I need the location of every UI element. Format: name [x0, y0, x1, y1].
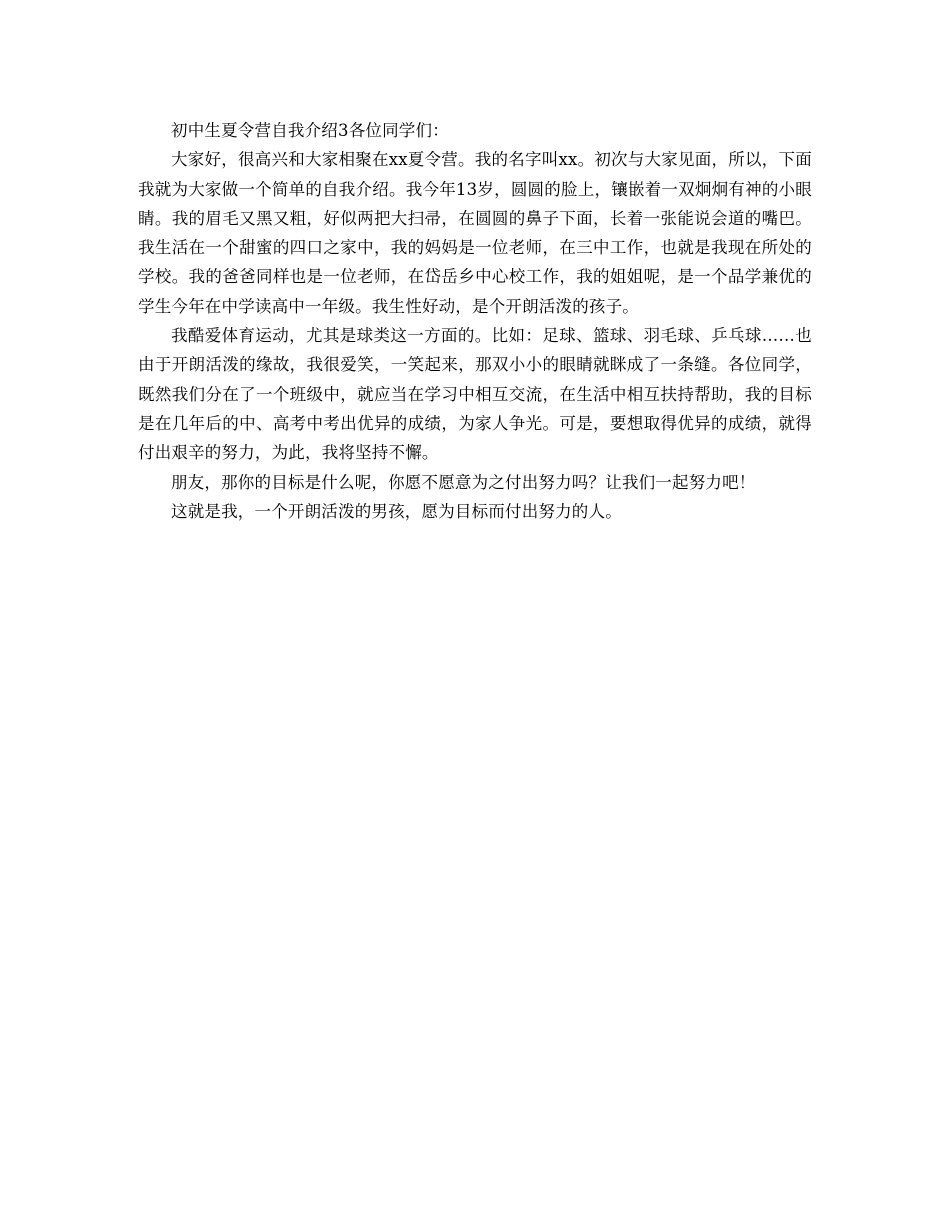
paragraph-title-greeting: 初中生夏令营自我介绍3各位同学们：: [171, 121, 449, 140]
paragraph-question: 朋友，那你的目标是什么呢，你愿不愿意为之付出努力吗？让我们一起努力吧！: [171, 472, 756, 492]
paragraph-closing: 这就是我，一个开朗活泼的男孩，愿为目标而付出努力的人。: [171, 501, 622, 521]
document-body: [138, 116, 812, 526]
paragraph-hobbies-goals: 我酷爱体育运动，尤其是球类这一方面的。比如：足球、篮球、羽毛球、乒乓球……也由于开朗活泼的缘故，我很爱笑，一笑起来，那双小小的眼睛就眯成了一条缝。各位同学，既然我们分在了一个班级中，就应当在学习中相互交流，在生活中相互扶持帮助，我的目标是在几年后的中、高考中考出优异的成绩，为家人争光。可是，要想取得优异的成绩，就得付出艰辛的努力，为此，我将坚持不懈。: [138, 326, 812, 463]
paragraph-introduction: 大家好，很高兴和大家相聚在xx夏令营。我的名字叫xx。初次与大家见面，所以，下面我就为大家做一个简单的自我介绍。我今年13岁，圆圆的脸上，镶嵌着一双炯炯有神的小眼睛。我的眉毛又黑又粗，好似两把大扫帚，在圆圆的鼻子下面，长着一张能说会道的嘴巴。我生活在一个甜蜜的四口之家中，我的妈妈是一位老师，在三中工作，也就是我现在所处的学校。我的爸爸同样也是一位老师，在岱岳乡中心校工作，我的姐姐呢，是一个品学兼优的学生今年在中学读高中一年级。我生性好动，是个开朗活泼的孩子。: [138, 150, 812, 316]
